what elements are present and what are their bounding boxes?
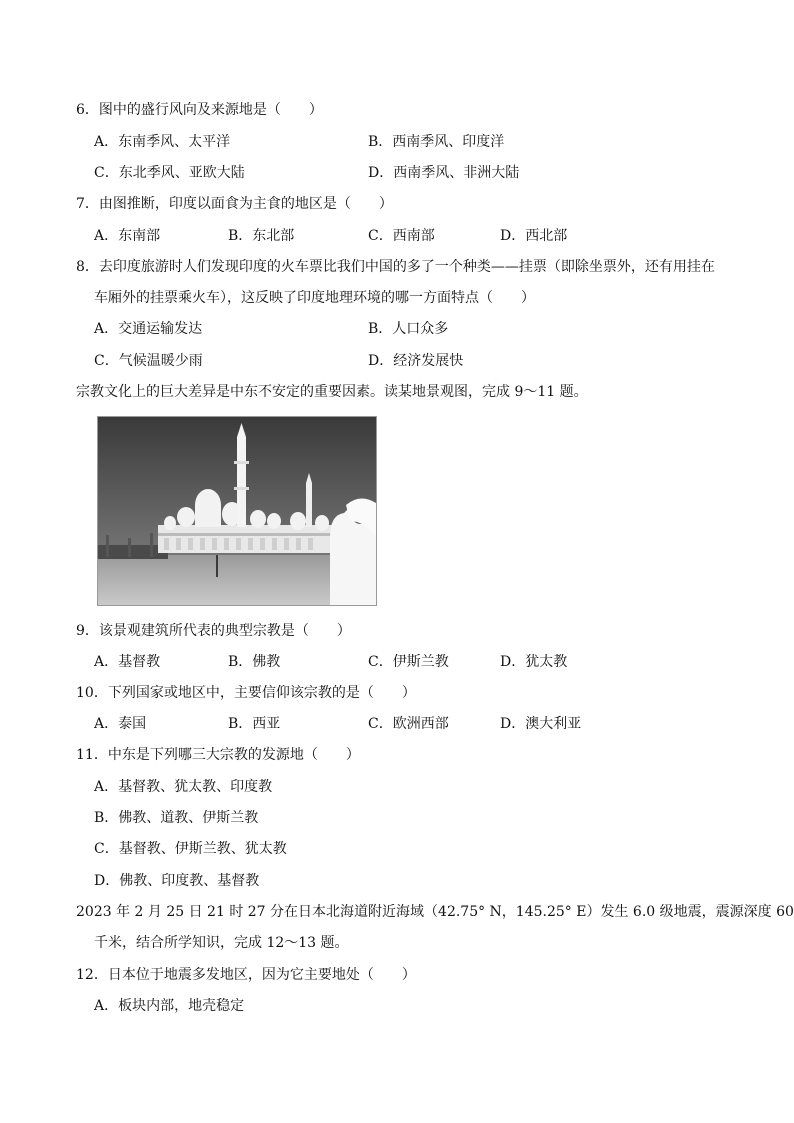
- q7-option-b: B．东北部: [228, 228, 295, 244]
- q7-option-a: A．东南部: [94, 228, 161, 244]
- q9-option-c: C．伊斯兰教: [368, 654, 449, 670]
- q10-option-c: C．欧洲西部: [368, 716, 449, 732]
- q11-stem: 11．中东是下列哪三大宗教的发源地（ ）: [76, 747, 360, 763]
- intro-9-11: 宗教文化上的巨大差异是中东不安定的重要因素。读某地景观图，完成 9～11 题。: [76, 384, 588, 400]
- q7-option-d: D．西北部: [500, 228, 568, 244]
- intro-12-13-line1: 2023 年 2 月 25 日 21 时 27 分在日本北海道附近海域（42.75° N，145.25° E）发生 6.0 级地震，震源深度 60: [76, 904, 794, 920]
- q10-stem: 10．下列国家或地区中，主要信仰该宗教的是（ ）: [76, 685, 416, 701]
- q10-option-d: D．澳大利亚: [500, 716, 582, 732]
- q9-option-a: A．基督教: [94, 654, 161, 670]
- intro-12-13-line2: 千米，结合所学知识，完成 12～13 题。: [94, 935, 349, 951]
- q9-option-d: D．犹太教: [500, 654, 568, 670]
- q6-option-d: D．西南季风、非洲大陆: [368, 165, 520, 181]
- q11-option-a: A．基督教、犹太教、印度教: [94, 779, 273, 795]
- q7-option-c: C．西南部: [368, 228, 435, 244]
- q10-option-b: B．西亚: [228, 716, 281, 732]
- q9-stem: 9．该景观建筑所代表的典型宗教是（ ）: [76, 623, 351, 639]
- mosque-landscape-photo: [97, 416, 377, 606]
- q8-stem-line1: 8．去印度旅游时人们发现印度的火车票比我们中国的多了一个种类——挂票（即除坐票外，还有用挂在: [76, 259, 715, 275]
- q6-option-c: C．东北季风、亚欧大陆: [94, 165, 245, 181]
- q6-option-a: A．东南季风、太平洋: [94, 134, 231, 150]
- q8-option-a: A．交通运输发达: [94, 321, 203, 337]
- q6-stem: 6．图中的盛行风向及来源地是（ ）: [76, 102, 323, 118]
- q12-option-a: A．板块内部，地壳稳定: [94, 998, 245, 1014]
- q8-stem-line2: 车厢外的挂票乘火车），这反映了印度地理环境的哪一方面特点（ ）: [94, 290, 535, 306]
- q12-stem: 12．日本位于地震多发地区，因为它主要地处（ ）: [76, 967, 416, 983]
- q8-option-b: B．人口众多: [368, 321, 449, 337]
- q6-option-b: B．西南季风、印度洋: [368, 134, 505, 150]
- q11-option-b: B．佛教、道教、伊斯兰教: [94, 810, 259, 826]
- q8-option-d: D．经济发展快: [368, 353, 464, 369]
- q10-option-a: A．泰国: [94, 716, 147, 732]
- q8-option-c: C．气候温暖少雨: [94, 353, 203, 369]
- q11-option-d: D．佛教、印度教、基督教: [94, 873, 260, 889]
- q9-option-b: B．佛教: [228, 654, 281, 670]
- q7-stem: 7．由图推断，印度以面食为主食的地区是（ ）: [76, 196, 393, 212]
- q11-option-c: C．基督教、伊斯兰教、犹太教: [94, 841, 287, 857]
